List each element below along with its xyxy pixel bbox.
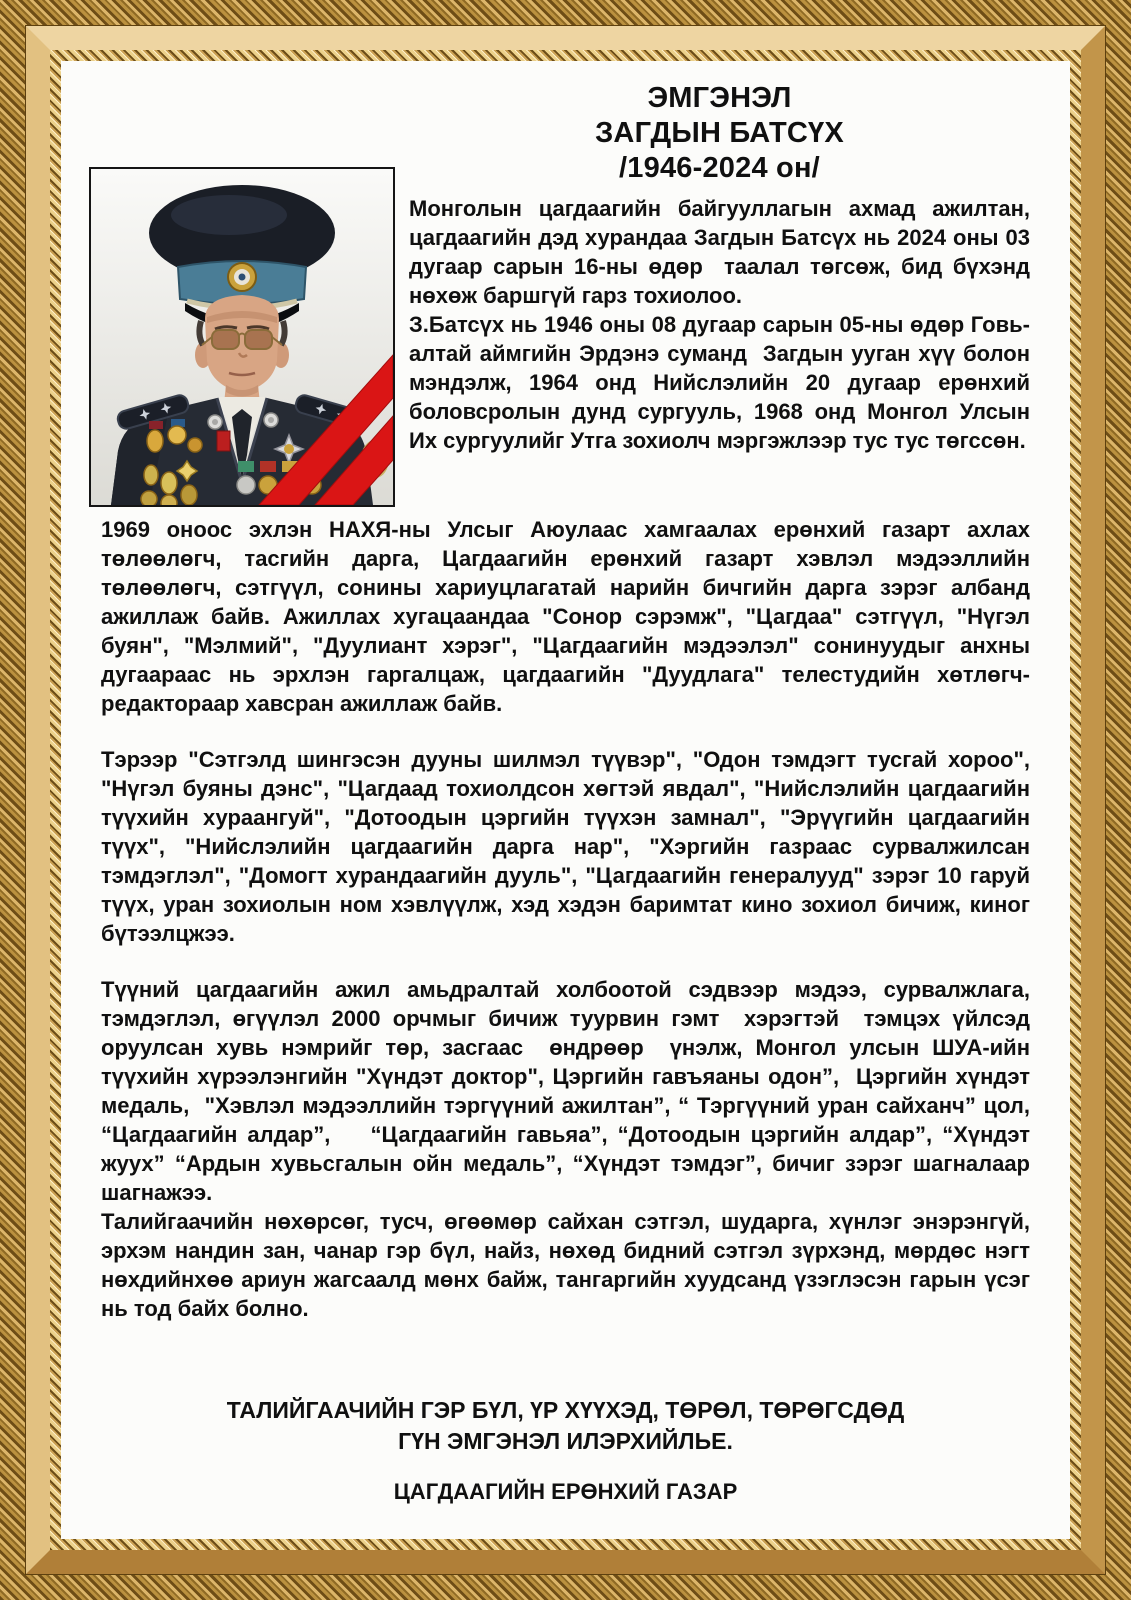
obituary-content <box>101 81 1037 1369</box>
portrait-photo <box>89 167 395 507</box>
obituary-document <box>61 61 1070 1539</box>
paragraph-awards: Түүний цагдаагийн ажил амьдралтай холбоотой сэдвээр мэдээ, сурвалжлага, тэмдэглэл, өгүүлэл 2000 орчмыг бичиж туурвин гэмт хэрэгтэй тэмцэх үйлсэд оруулсан хувь нэмрийг төр, засгаас өндрөөр үнэлж, Монгол улсын ШУА-ийн түүхийн хүрээлэнгийн "Хүндэт доктор", Цэргийн гавъяаны одон”, Цэргийн хүндэт медаль, "Хэвлэл мэдээллийн тэргүүний ажилтан”, “ Тэргүүний уран сайханч” цол, “Цагдаагийн алдар”, “Цагдаагийн гавьяа”, “Дотоодын цэргийн алдар”, “Хүндэт жуух” “Ардын хувьсгалын ойн медаль”, “Хүндэт тэмдэг”, бичиг зэрэг шагналаар шагнажээ. <box>101 977 1037 1205</box>
paragraph-biography: З.Батсүх нь 1946 оны 08 дугаар сарын 05-ны өдөр Говь-алтай аймгийн Эрдэнэ суманд Загдын ууган хүү болон мэндэлж, 1964 онд Нийслэлийн 20 дугаар ерөнхий боловсролын дунд сургууль, 1968 онд Монгол Улсын Их сургуулийг Утга зохиолч мэргэжлээр тус тус төгссөн. <box>409 312 1037 453</box>
condolence-message <box>101 1395 1030 1457</box>
portrait-image <box>91 169 393 505</box>
deceased-name: ЗАГДЫН БАТСҮХ <box>595 117 844 149</box>
life-years: /1946-2024 он/ <box>619 152 820 184</box>
paragraph-works: Тэрээр "Сэтгэлд шингэсэн дууны шилмэл түүвэр", "Одон тэмдэгт тусгай хороо", "Нүгэл буяны дэнс", "Цагдаад тохиолдсон хөгтэй явдал", "Нийслэлийн цагдаагийн түүхийн хураангуй", "Дотоодын цэргийн түүхэн замнал", "Эрүүгийн цагдаагийн түүх", "Нийслэлийн цагдаагийн дарга нар", "Хэргийн газраас сурвалжилсан тэмдэглэл", "Домогт хурандаагийн дууль", "Цагдаагийн генералууд" зэрэг 10 гаруй түүх, уран зохиолын ном хэвлүүлж, хэд хэдэн баримтат кино зохиол бичиж, киног бүтээлцжээ. <box>101 747 1037 946</box>
paragraph-intro: Монголын цагдаагийн байгууллагын ахмад ажилтан, цагдаагийн дэд хурандаа Загдын Батсүх нь 2024 оны 03 дугаар сарын 16-ны өдөр таалал төгсөж, бид бүхэнд нөхөж баршгүй гарз тохиолоо. <box>409 196 1037 308</box>
paragraph-farewell: Талийгаачийн нөхөрсөг, тусч, өгөөмөр сайхан сэтгэл, шударга, хүнлэг энэрэнгүй, эрхэм нандин зан, чанар гэр бүл, найз, нөхөд бидний сэтгэл зүрхэнд, мөрдөс нэгт нөхдийнхөө ариун жагсаалд мөнх байж, тангаргийн хуудсанд үзэглэсэн гарын үсэг нь тод байх болно. <box>101 1209 1037 1321</box>
paragraph-career: 1969 оноос эхлэн НАХЯ-ны Улсыг Аюулаас хамгаалах ерөнхий газарт ахлах төлөөлөгч, тасгийн дарга, Цагдаагийн ерөнхий газарт хэвлэл мэдээллийн төлөөлөгч, сэтгүүл, сонины хариуцлагатай нарийн бичгийн дарга зэрэг албанд ажиллаж байв. Ажиллах хугацаандаа "Сонор сэрэмж", "Цагдаа" сэтгүүл, "Нүгэл буян", "Мэлмий", "Дуулиант хэрэг", "Цагдаагийн мэдээлэл" сонинуудыг анхны дугаараас нь эрхлэн гаргалцаж, цагдаагийн "Дуудлага" телестудийн хөтлөгч-редактораар хавсран ажиллаж байв. <box>101 517 1037 716</box>
condolence-line-2: ГҮН ЭМГЭНЭЛ ИЛЭРХИЙЛЬЕ. <box>398 1428 733 1454</box>
condolence-line-1: ТАЛИЙГААЧИЙН ГЭР БҮЛ, ҮР ХҮҮХЭД, ТӨРӨЛ, ТӨРӨГСДӨД <box>226 1397 905 1423</box>
signature-organization: ЦАГДААГИЙН ЕРӨНХИЙ ГАЗАР <box>393 1479 738 1504</box>
obituary-heading: ЭМГЭНЭЛ <box>647 82 792 114</box>
